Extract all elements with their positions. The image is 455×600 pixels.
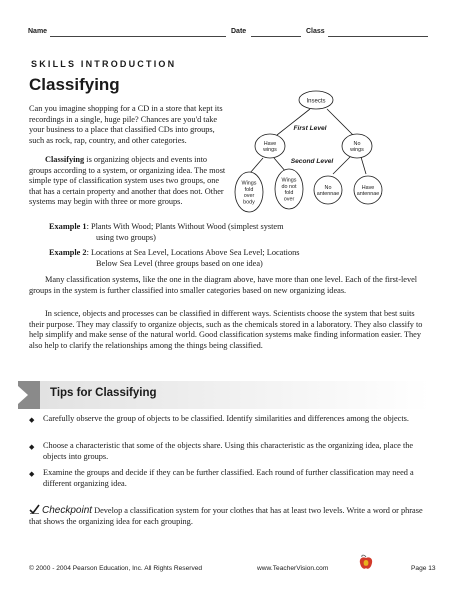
first-level-label: First Level (293, 125, 327, 132)
copyright-text: © 2000 - 2004 Pearson Education, Inc. All Rights Reserved (29, 565, 203, 572)
node-second-1-label-line: fold (244, 186, 254, 193)
node-second-1-label-line: body (243, 199, 255, 206)
connector-right-1 (333, 157, 350, 174)
node-second-4-label-line: antennae (356, 191, 380, 198)
node-first-right-label-line: wings (350, 147, 364, 154)
node-first-right-label-line: No (353, 140, 361, 147)
node-second-1-label-line: Wings (241, 180, 257, 187)
example-2 (49, 248, 429, 269)
arrow-tab-icon (18, 386, 28, 404)
class-blank[interactable] (328, 36, 428, 37)
example-2-label: Example 2 (49, 248, 87, 257)
node-second-2-label-line: do not (281, 183, 297, 190)
example-1-line1: : Plants With Wood; Plants Without Wood (simplest system (86, 222, 284, 231)
node-second-3-label-line: antennae (316, 191, 340, 198)
node-second-2-label-line: Wings (281, 177, 297, 184)
definition-text: is organizing objects and events into groups according to a system, or organizing idea. The most simple type of classification system uses two groups, one that has a certain property and another that does not. Other systems may begin with three or more groups. (29, 155, 226, 207)
tip-item-2 (29, 441, 427, 462)
name-blank[interactable] (50, 36, 226, 37)
science-paragraph: In science, objects and processes can be classified in different ways. Scientists choose the system that best suits their purpose. They may classify to organize objects, such as the chemicals stored in a laboratory. They also classify to help simplify and make sense of the natural world. Good classification systems make finding information easier. They also help to clarify the relationships among the things being classified. (29, 309, 423, 350)
node-second-4-label-line: Have (361, 184, 375, 191)
node-root-label: Insects (306, 98, 326, 105)
checkmark-pencil-icon (29, 504, 40, 514)
website-link[interactable]: www.TeacherVision.com (257, 565, 329, 572)
example-1-line2: using two groups) (96, 232, 156, 242)
node-first-left-label-line: wings (263, 147, 277, 154)
tip-text-3: Examine the groups and decide if they can be further classified. Each round of further classification may need a different organizing idea. (43, 468, 414, 488)
apple-logo-icon (359, 554, 373, 572)
intro-paragraph: Can you imagine shopping for a CD in a store that kept its recordings in a single, huge pile? Chances are you'd take your business to a place that classified CDs into groups, such as rock, rap, country, and other categories. (29, 104, 223, 145)
page-footer (29, 565, 436, 577)
node-first-left-label-line: Have (263, 140, 277, 147)
classification-diagram (230, 90, 430, 220)
node-second-3-label-line: No (324, 184, 332, 191)
tip-text-1: Carefully observe the group of objects to be classified. Identify similarities and differences among the objects. (43, 414, 409, 423)
name-label: Name (28, 28, 48, 35)
levels-paragraph: Many classification systems, like the one in the diagram above, have more than one level. Each of the first-level groups in the system is further classified into smaller categories based on new organizing ideas. (29, 275, 418, 295)
checkpoint-label: Checkpoint (42, 505, 93, 516)
definition-term: Classifying (45, 155, 85, 164)
diamond-bullet-icon: ◆ (29, 470, 35, 478)
tip-item-3 (29, 468, 427, 489)
example-2-line2: Below Sea Level (three groups based on one idea) (96, 258, 263, 268)
example-2-line1: : Locations at Sea Level, Locations Above Sea Level; Locations (86, 248, 300, 257)
checkpoint-text: Develop a classification system for your clothes that has at least two levels. Write a word or phrase that shows the organizing idea for each grouping. (29, 506, 423, 526)
section-label: SKILLS INTRODUCTION (31, 59, 177, 69)
checkpoint (29, 504, 427, 527)
connector-left-1 (250, 158, 263, 173)
diamond-bullet-icon: ◆ (29, 416, 35, 424)
date-label: Date (231, 28, 247, 35)
node-second-2-label-line: over (283, 196, 295, 203)
tip-text-2: Choose a characteristic that some of the objects share. Using this characteristic as the organizing idea, place the objects into groups. (43, 441, 414, 461)
definition-paragraph (29, 155, 229, 208)
class-label: Class (306, 28, 325, 35)
second-level-label: Second Level (290, 158, 334, 165)
node-first-left-label (262, 141, 277, 153)
diamond-bullet-icon: ◆ (29, 443, 35, 451)
example-1-label: Example 1 (49, 222, 87, 231)
connector-root-right (327, 109, 353, 135)
date-blank[interactable] (251, 36, 301, 37)
page-title: Classifying (29, 75, 120, 94)
tips-banner (18, 381, 430, 409)
node-second-2-label-line: fold (284, 190, 294, 197)
tips-title: Tips for Classifying (50, 387, 157, 399)
tip-item-1 (29, 414, 427, 425)
connector-right-2 (361, 157, 366, 174)
page-number: Page 13 (411, 565, 436, 572)
node-second-1-label-line: over (243, 193, 255, 200)
example-1 (49, 222, 429, 243)
tips-tab (18, 381, 40, 409)
